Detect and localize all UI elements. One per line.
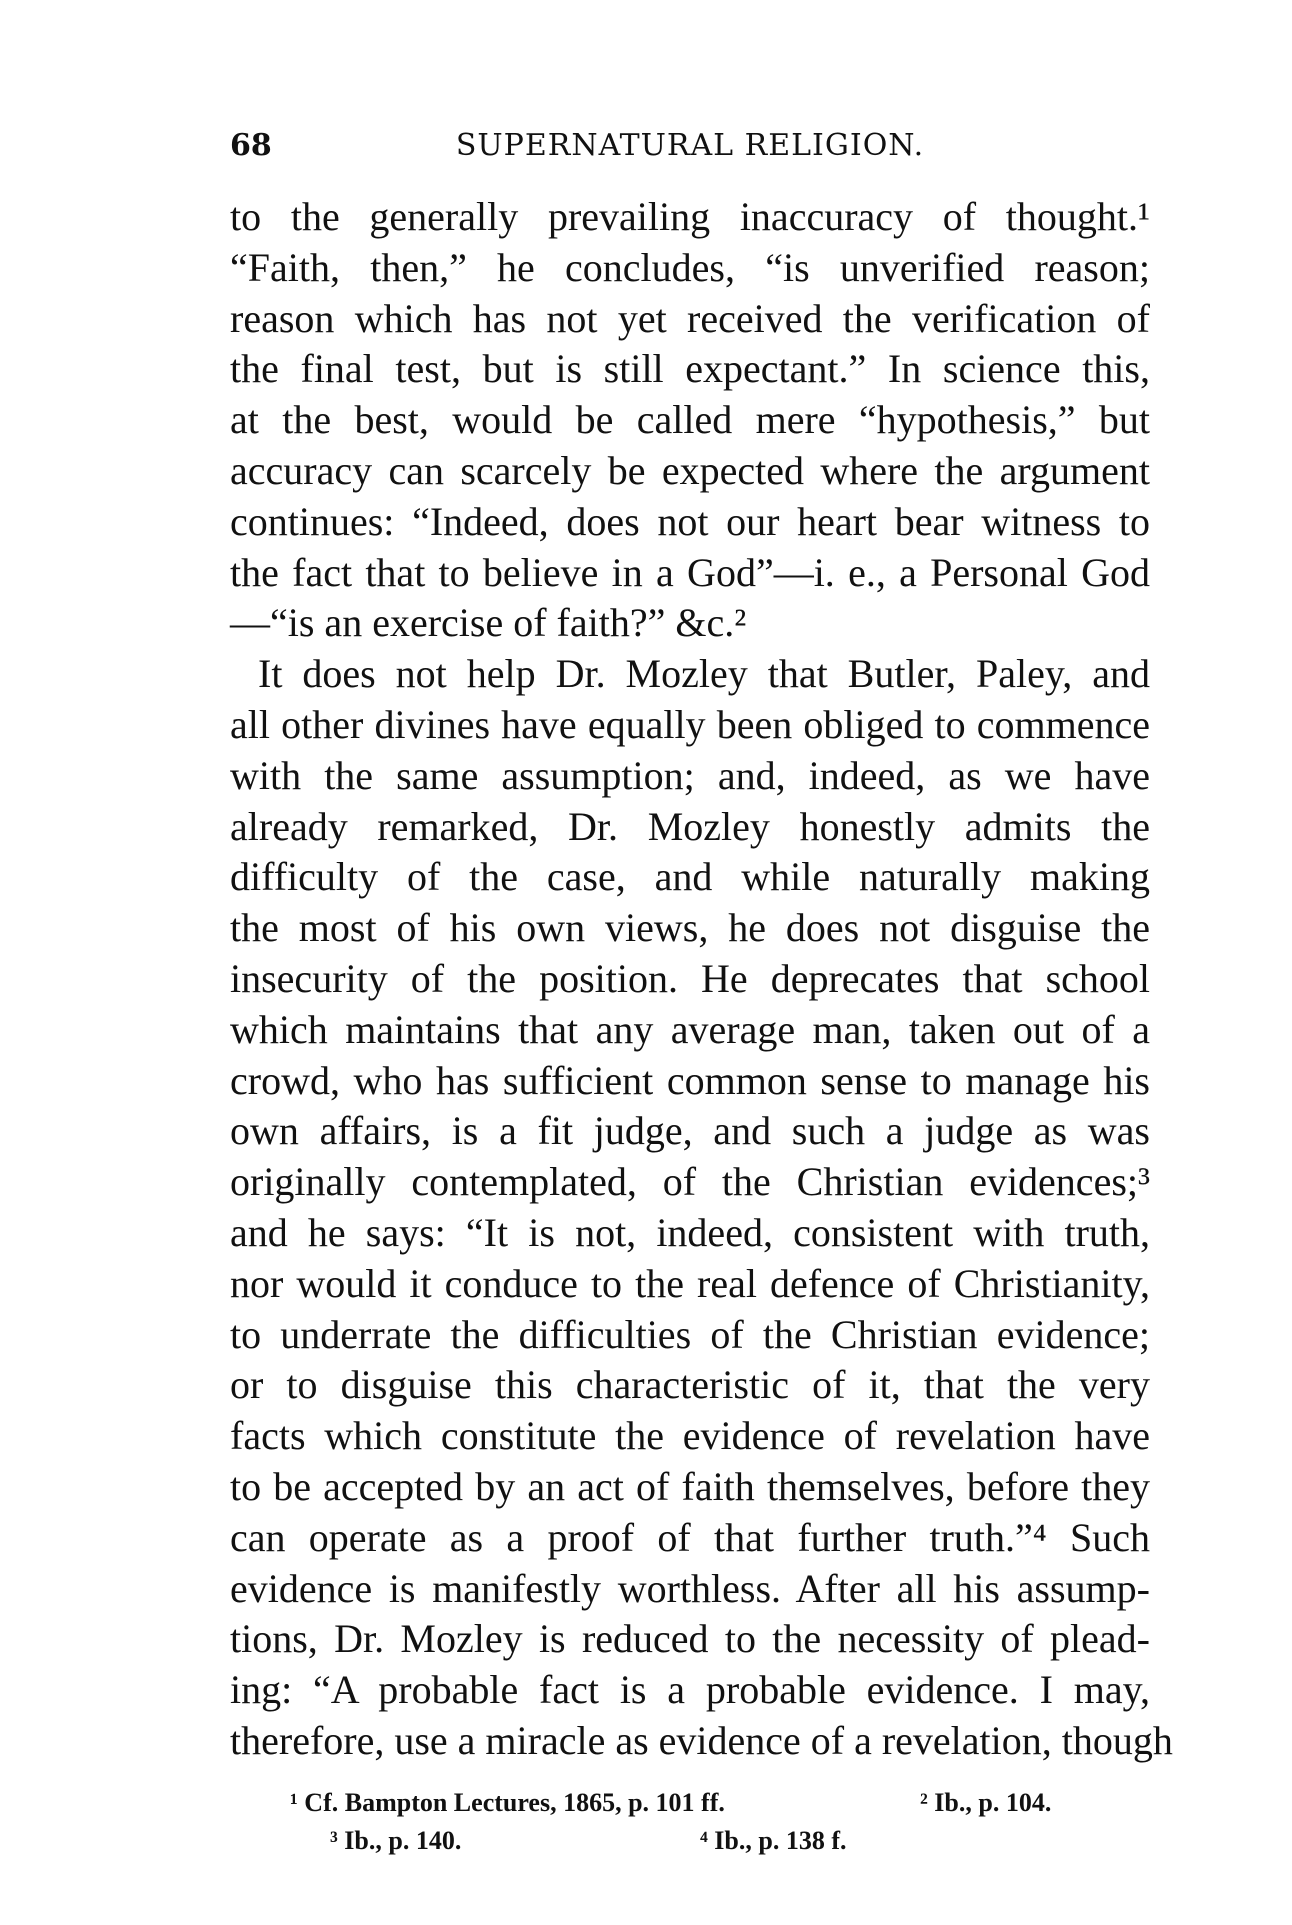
- text-line: ing: “A probable fact is a probable evidence. I may,: [230, 1667, 1150, 1713]
- text-line: which maintains that any average man, taken out of a: [230, 1006, 1150, 1052]
- text-line: the most of his own views, he does not disguise the: [230, 905, 1150, 951]
- body-text: [230, 192, 1173, 1767]
- text-line: to underrate the difficulties of the Christian evidence;: [230, 1311, 1150, 1357]
- text-line: at the best, would be called mere “hypothesis,” but: [230, 397, 1150, 443]
- text-line: nor would it conduce to the real defence of Christianity,: [230, 1260, 1150, 1306]
- footnote-4: ⁴ Ib., p. 138 f.: [700, 1826, 847, 1855]
- text-line: the fact that to believe in a God”—i. e., a Personal God: [230, 549, 1150, 595]
- text-line: It does not help Dr. Mozley that Butler, Paley, and: [258, 651, 1150, 697]
- text-line: can operate as a proof of that further truth.”⁴ Such: [230, 1514, 1150, 1560]
- footnote-1: ¹ Cf. Bampton Lectures, 1865, p. 101 ff.: [290, 1788, 725, 1817]
- text-line: own affairs, is a fit judge, and such a judge as was: [230, 1108, 1150, 1154]
- text-line: accuracy can scarcely be expected where the argument: [230, 447, 1150, 493]
- text-line: with the same assumption; and, indeed, as we have: [230, 752, 1150, 798]
- text-line: the final test, but is still expectant.” In science this,: [230, 346, 1150, 392]
- running-title: SUPERNATURAL RELIGION.: [455, 128, 925, 163]
- text-line: therefore, use a miracle as evidence of a revelation, though: [230, 1717, 1173, 1763]
- text-line: —“is an exercise of faith?” &c.²: [230, 600, 747, 646]
- text-line: crowd, who has sufficient common sense to manage his: [230, 1057, 1150, 1103]
- text-line: to be accepted by an act of faith themselves, before they: [230, 1463, 1150, 1509]
- text-line: continues: “Indeed, does not our heart bear witness to: [230, 498, 1150, 544]
- text-line: reason which has not yet received the verification of: [230, 295, 1150, 341]
- footnote-3: ³ Ib., p. 140.: [330, 1826, 462, 1855]
- text-line: “Faith, then,” he concludes, “is unverified reason;: [230, 244, 1150, 290]
- text-line: and he says: “It is not, indeed, consistent with truth,: [230, 1209, 1150, 1255]
- text-line: originally contemplated, of the Christian evidences;³: [230, 1159, 1150, 1205]
- text-line: facts which constitute the evidence of revelation have: [230, 1413, 1150, 1459]
- text-line: evidence is manifestly worthless. After all his assump-: [230, 1565, 1150, 1611]
- text-line: difficulty of the case, and while naturally making: [230, 854, 1150, 900]
- text-line: all other divines have equally been obliged to commence: [230, 701, 1150, 747]
- text-line: or to disguise this characteristic of it, that the very: [230, 1362, 1150, 1408]
- text-line: insecurity of the position. He deprecates that school: [230, 955, 1150, 1001]
- text-line: tions, Dr. Mozley is reduced to the necessity of plead-: [230, 1616, 1150, 1662]
- running-header: [230, 128, 1150, 178]
- footnote-2: ² Ib., p. 104.: [920, 1788, 1052, 1817]
- text-line: to the generally prevailing inaccuracy of thought.¹: [230, 194, 1150, 239]
- text-line: already remarked, Dr. Mozley honestly admits the: [230, 803, 1150, 849]
- page-number: 68: [230, 128, 272, 163]
